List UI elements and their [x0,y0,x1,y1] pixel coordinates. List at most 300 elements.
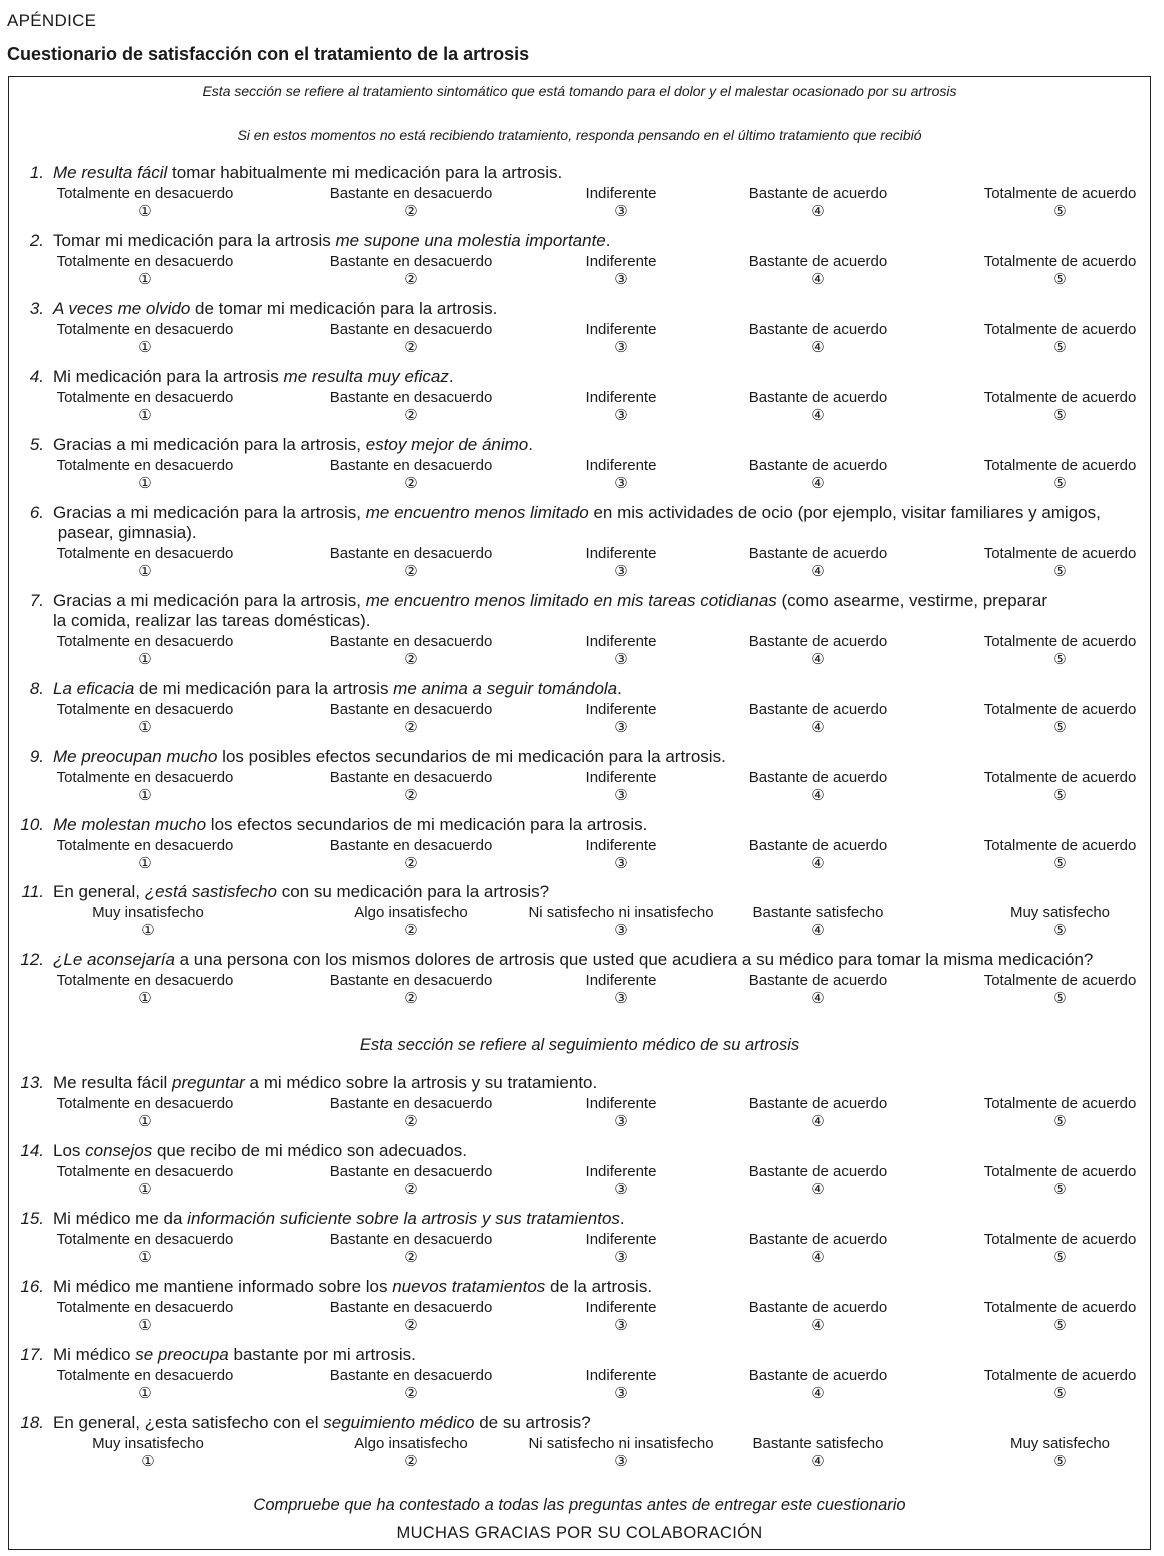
answer-option-label: Indiferente [585,972,657,989]
answer-option-label: Bastante de acuerdo [748,389,888,406]
answer-option-5[interactable] [940,904,1164,939]
questionnaire-title: Cuestionario de satisfacción con el tratamiento de la artrosis [7,44,530,64]
question-text-line [53,815,1145,835]
answer-option-1[interactable] [25,701,265,736]
answer-option-2[interactable] [291,1231,531,1266]
circled-number-radio[interactable]: ⑤ [1053,474,1067,492]
question-text-line [53,1345,1145,1365]
circled-number-radio[interactable]: ⑤ [1053,650,1067,668]
circled-number-radio[interactable]: ⑤ [1053,1112,1067,1130]
answer-option-4[interactable] [698,972,938,1007]
circled-number-radio[interactable]: ① [138,1112,152,1130]
circled-number-radio[interactable]: ④ [811,270,825,288]
answer-option-label: Totalmente de acuerdo [983,389,1137,406]
question-segment: Gracias a mi medicación para la artrosis, [53,503,366,522]
circled-number-radio[interactable]: ① [141,921,155,939]
question-emphasis: información suficiente sobre la artrosis y sus tratamientos [187,1209,620,1228]
answer-option-label: Bastante de acuerdo [748,321,888,338]
question-text [53,747,1145,767]
answer-option-label: Bastante de acuerdo [748,1163,888,1180]
answer-option-label: Bastante en desacuerdo [329,1095,493,1112]
answer-option-label: Muy satisfecho [1009,1435,1111,1452]
circled-number-radio[interactable]: ③ [614,202,628,220]
circled-number-radio[interactable]: ① [138,650,152,668]
answer-option-label: Totalmente en desacuerdo [56,769,234,786]
answer-option-label: Indiferente [585,701,657,718]
circled-number-radio[interactable]: ② [404,474,418,492]
circled-number-radio[interactable]: ⑤ [1053,1316,1067,1334]
answer-option-label: Indiferente [585,837,657,854]
answer-option-5[interactable] [940,1231,1164,1266]
circled-number-radio[interactable]: ② [404,718,418,736]
answer-option-2[interactable] [291,769,531,804]
question-segment: Mi medicación para la artrosis [53,367,284,386]
check-note: Compruebe que ha contestado a todas las preguntas antes de entregar este cuestionario [253,1496,906,1514]
circled-number-radio[interactable]: ② [404,1452,418,1470]
answer-option-4[interactable] [698,904,938,939]
answer-option-label: Totalmente de acuerdo [983,1095,1137,1112]
answer-option-1[interactable] [25,633,265,668]
answer-option-label: Bastante en desacuerdo [329,633,493,650]
answer-option-label: Bastante de acuerdo [748,1299,888,1316]
answer-option-4[interactable] [698,1163,938,1198]
answer-option-label: Bastante en desacuerdo [329,972,493,989]
circled-number-radio[interactable]: ⑤ [1053,921,1067,939]
circled-number-radio[interactable]: ② [404,650,418,668]
circled-number-radio[interactable]: ④ [811,989,825,1007]
question-emphasis: se preocupa [135,1345,229,1364]
answer-option-label: Indiferente [585,1095,657,1112]
circled-number-radio[interactable]: ③ [614,1316,628,1334]
circled-number-radio[interactable]: ⑤ [1053,786,1067,804]
circled-number-radio[interactable]: ④ [811,786,825,804]
question-emphasis: La eficacia [53,679,135,698]
answer-option-label: Bastante de acuerdo [748,769,888,786]
answer-option-2[interactable] [291,545,531,580]
intro-line-1: Esta sección se refiere al tratamiento sintomático que está tomando para el dolor y el malestar ocasionado por su artrosis [202,83,957,99]
answer-option-label: Muy insatisfecho [92,1435,204,1452]
answer-option-5[interactable] [940,1367,1164,1402]
answer-option-label: Indiferente [585,1299,657,1316]
question-text [53,231,1145,251]
question-segment: a una persona con los mismos dolores de artrosis que usted que acudiera a su médico para tomar la misma medicación? [174,950,1094,969]
answer-option-2[interactable] [291,1435,531,1470]
question-text-line [53,523,1145,543]
circled-number-radio[interactable]: ⑤ [1053,270,1067,288]
answer-option-4[interactable] [698,633,938,668]
circled-number-radio[interactable]: ⑤ [1053,338,1067,356]
answer-option-label: Bastante en desacuerdo [329,253,493,270]
answer-option-label: Bastante de acuerdo [748,457,888,474]
question-number: 9. [29,747,44,766]
question-emphasis: consejos [85,1141,153,1160]
answer-option-1[interactable] [25,972,265,1007]
question-segment: de su artrosis? [474,1413,591,1432]
question-text-line [53,611,1145,631]
question-text [53,679,1145,699]
question-segment: Mi médico me mantiene informado sobre los [53,1277,393,1296]
answer-option-label: Bastante en desacuerdo [329,1299,493,1316]
question-text-line [53,1413,1145,1433]
answer-option-1[interactable] [25,321,265,356]
circled-number-radio[interactable]: ③ [614,1384,628,1402]
question-emphasis: me resulta muy eficaz [283,367,449,386]
answer-option-label: Totalmente en desacuerdo [56,389,234,406]
answer-option-5[interactable] [940,633,1164,668]
circled-number-radio[interactable]: ④ [811,1316,825,1334]
answer-option-2[interactable] [291,701,531,736]
answer-option-5[interactable] [940,253,1164,288]
answer-option-label: Totalmente en desacuerdo [56,457,234,474]
answer-option-1[interactable] [25,545,265,580]
question-number: 12. [20,950,44,969]
circled-number-radio[interactable]: ② [404,1248,418,1266]
question-segment: Los [53,1141,86,1160]
answer-option-2[interactable] [291,457,531,492]
answer-option-1[interactable] [25,1299,265,1334]
circled-number-radio[interactable]: ③ [614,650,628,668]
circled-number-radio[interactable]: ④ [811,406,825,424]
circled-number-radio[interactable]: ⑤ [1053,1384,1067,1402]
circled-number-radio[interactable]: ④ [811,1180,825,1198]
circled-number-radio[interactable]: ③ [614,1452,628,1470]
answer-option-2[interactable] [291,904,531,939]
question-segment: . [448,367,454,386]
answer-option-2[interactable] [291,1163,531,1198]
answer-option-4[interactable] [698,837,938,872]
answer-option-4[interactable] [698,457,938,492]
answer-option-label: Totalmente en desacuerdo [56,972,234,989]
answer-option-2[interactable] [291,972,531,1007]
answer-option-2[interactable] [291,185,531,220]
circled-number-radio[interactable]: ① [138,202,152,220]
question-number: 18. [20,1413,44,1432]
answer-option-label: Muy satisfecho [1009,904,1111,921]
answer-option-5[interactable] [940,1435,1164,1470]
answer-option-4[interactable] [698,545,938,580]
question-text-line [53,1073,1145,1093]
circled-number-radio[interactable]: ① [141,1452,155,1470]
circled-number-radio[interactable]: ③ [614,718,628,736]
circled-number-radio[interactable]: ① [138,1248,152,1266]
answer-option-1[interactable] [25,769,265,804]
question-number: 8. [29,679,44,698]
circled-number-radio[interactable]: ② [404,1112,418,1130]
answer-option-label: Totalmente en desacuerdo [56,1299,234,1316]
question-emphasis: Me preocupan mucho [53,747,218,766]
answer-option-2[interactable] [291,837,531,872]
answer-option-2[interactable] [291,1299,531,1334]
answer-option-label: Indiferente [585,321,657,338]
circled-number-radio[interactable]: ④ [811,562,825,580]
circled-number-radio[interactable]: ④ [811,474,825,492]
circled-number-radio[interactable]: ① [138,786,152,804]
answer-option-5[interactable] [940,185,1164,220]
circled-number-radio[interactable]: ② [404,406,418,424]
answer-option-1[interactable] [28,1435,268,1470]
answer-option-2[interactable] [291,1367,531,1402]
answer-option-1[interactable] [28,904,268,939]
answer-option-label: Totalmente de acuerdo [983,253,1137,270]
circled-number-radio[interactable]: ① [138,989,152,1007]
question-number: 11. [21,882,44,901]
circled-number-radio[interactable]: ② [404,989,418,1007]
answer-option-label: Indiferente [585,253,657,270]
answer-option-2[interactable] [291,389,531,424]
answer-option-label: Bastante satisfecho [752,904,884,921]
question-text-line [53,231,1145,251]
question-text [53,815,1145,835]
circled-number-radio[interactable]: ① [138,406,152,424]
question-segment: Gracias a mi medicación para la artrosis, [53,591,366,610]
circled-number-radio[interactable]: ④ [811,1112,825,1130]
question-emphasis: seguimiento médico [323,1413,475,1432]
question-text [53,299,1145,319]
circled-number-radio[interactable]: ④ [811,921,825,939]
answer-option-5[interactable] [940,1095,1164,1130]
circled-number-radio[interactable]: ③ [614,270,628,288]
circled-number-radio[interactable]: ① [138,270,152,288]
circled-number-radio[interactable]: ③ [614,921,628,939]
section-2-heading: Esta sección se refiere al seguimiento médico de su artrosis [359,1036,800,1054]
answer-option-label: Totalmente de acuerdo [983,769,1137,786]
circled-number-radio[interactable]: ④ [811,854,825,872]
circled-number-radio[interactable]: ① [138,562,152,580]
question-segment: En general, ¿esta satisfecho con el [53,1413,324,1432]
circled-number-radio[interactable]: ④ [811,1384,825,1402]
circled-number-radio[interactable]: ③ [614,562,628,580]
circled-number-radio[interactable]: ③ [614,338,628,356]
circled-number-radio[interactable]: ⑤ [1053,1248,1067,1266]
answer-option-label: Totalmente en desacuerdo [56,253,234,270]
answer-option-4[interactable] [698,1231,938,1266]
question-text [53,882,1145,902]
question-segment: . [619,1209,625,1228]
answer-option-5[interactable] [940,972,1164,1007]
circled-number-radio[interactable]: ③ [614,406,628,424]
question-number: 16. [20,1277,44,1296]
question-text-line [53,679,1145,699]
answer-option-5[interactable] [940,1299,1164,1334]
answer-option-4[interactable] [698,185,938,220]
answer-option-label: Totalmente de acuerdo [983,545,1137,562]
answer-option-4[interactable] [698,321,938,356]
answer-option-label: Bastante de acuerdo [748,701,888,718]
answer-option-4[interactable] [698,389,938,424]
answer-option-4[interactable] [698,701,938,736]
question-text [53,1413,1145,1433]
intro-line-2: Si en estos momentos no está recibiendo tratamiento, responda pensando en el último tratamiento que recibió [237,127,922,143]
circled-number-radio[interactable]: ② [404,338,418,356]
question-emphasis: preguntar [172,1073,245,1092]
answer-option-label: Bastante de acuerdo [748,185,888,202]
answer-option-label: Indiferente [585,1163,657,1180]
answer-option-label: Totalmente en desacuerdo [56,1367,234,1384]
answer-option-1[interactable] [25,185,265,220]
answer-option-label: Indiferente [585,185,657,202]
answer-option-label: Bastante en desacuerdo [329,545,493,562]
question-number: 7. [29,591,44,610]
answer-option-5[interactable] [940,701,1164,736]
circled-number-radio[interactable]: ③ [614,474,628,492]
answer-option-1[interactable] [25,457,265,492]
answer-option-label: Totalmente en desacuerdo [56,1163,234,1180]
circled-number-radio[interactable]: ③ [614,786,628,804]
circled-number-radio[interactable]: ② [404,202,418,220]
question-text-line [53,1141,1145,1161]
answer-option-4[interactable] [698,1435,938,1470]
answer-option-label: Bastante en desacuerdo [329,701,493,718]
answer-option-label: Totalmente de acuerdo [983,1231,1137,1248]
question-segment: . [528,435,533,454]
answer-option-label: Totalmente de acuerdo [983,701,1137,718]
answer-option-label: Totalmente de acuerdo [983,1367,1137,1384]
circled-number-radio[interactable]: ⑤ [1053,989,1067,1007]
circled-number-radio[interactable]: ④ [811,718,825,736]
circled-number-radio[interactable]: ③ [614,1112,628,1130]
circled-number-radio[interactable]: ⑤ [1053,854,1067,872]
answer-option-label: Bastante de acuerdo [748,837,888,854]
answer-option-label: Totalmente en desacuerdo [56,545,234,562]
circled-number-radio[interactable]: ③ [614,854,628,872]
answer-option-label: Bastante de acuerdo [748,633,888,650]
answer-option-2[interactable] [291,321,531,356]
answer-option-5[interactable] [940,545,1164,580]
circled-number-radio[interactable]: ① [138,474,152,492]
circled-number-radio[interactable]: ⑤ [1053,406,1067,424]
answer-option-label: Indiferente [585,457,657,474]
question-text-line [53,950,1145,970]
answer-option-4[interactable] [698,769,938,804]
question-segment: con su medicación para la artrosis? [276,882,550,901]
circled-number-radio[interactable]: ① [138,854,152,872]
circled-number-radio[interactable]: ⑤ [1053,1452,1067,1470]
circled-number-radio[interactable]: ① [138,1384,152,1402]
question-segment: Mi médico [53,1345,136,1364]
question-number: 4. [29,367,44,386]
question-segment: Mi médico me da [53,1209,188,1228]
circled-number-radio[interactable]: ③ [614,1180,628,1198]
answer-option-label: Bastante de acuerdo [748,545,888,562]
question-number: 5. [29,435,44,454]
circled-number-radio[interactable]: ① [138,338,152,356]
answer-option-4[interactable] [698,253,938,288]
question-text-line [53,435,1145,455]
answer-option-2[interactable] [291,1095,531,1130]
answer-option-4[interactable] [698,1095,938,1130]
question-text-line [53,299,1145,319]
question-emphasis: me supone una molestia importante [335,231,606,250]
answer-option-label: Totalmente en desacuerdo [56,837,234,854]
circled-number-radio[interactable]: ④ [811,338,825,356]
circled-number-radio[interactable]: ② [404,562,418,580]
answer-option-label: Ni satisfecho ni insatisfecho [528,1435,714,1452]
answer-option-label: Bastante de acuerdo [748,1095,888,1112]
answer-option-1[interactable] [25,389,265,424]
question-segment: . [605,231,611,250]
question-emphasis: ¿está sastisfecho [144,882,277,901]
answer-option-1[interactable] [25,1367,265,1402]
circled-number-radio[interactable]: ④ [811,202,825,220]
question-segment: de mi medicación para la artrosis [134,679,394,698]
answer-option-5[interactable] [940,1163,1164,1198]
answer-option-5[interactable] [940,321,1164,356]
answer-option-label: Totalmente de acuerdo [983,321,1137,338]
question-text [53,163,1145,183]
question-text [53,591,1145,631]
answer-option-label: Totalmente de acuerdo [983,457,1137,474]
question-segment: tomar habitualmente mi medicación para la artrosis. [167,163,563,182]
answer-option-1[interactable] [25,1095,265,1130]
circled-number-radio[interactable]: ② [404,1316,418,1334]
circled-number-radio[interactable]: ① [138,718,152,736]
question-text-line [53,503,1145,523]
question-text-line [53,367,1145,387]
answer-option-label: Bastante en desacuerdo [329,1231,493,1248]
answer-option-label: Totalmente de acuerdo [983,1299,1137,1316]
answer-option-5[interactable] [940,457,1164,492]
answer-option-1[interactable] [25,837,265,872]
answer-option-2[interactable] [291,253,531,288]
answer-option-label: Totalmente de acuerdo [983,837,1137,854]
answer-option-label: Bastante en desacuerdo [329,185,493,202]
answer-option-4[interactable] [698,1367,938,1402]
circled-number-radio[interactable]: ② [404,786,418,804]
question-text-line [53,163,1145,183]
answer-option-label: Totalmente en desacuerdo [56,321,234,338]
circled-number-radio[interactable]: ⑤ [1053,1180,1067,1198]
question-text [53,1209,1145,1229]
circled-number-radio[interactable]: ④ [811,1452,825,1470]
answer-option-5[interactable] [940,837,1164,872]
answer-option-1[interactable] [25,1231,265,1266]
answer-option-1[interactable] [25,253,265,288]
circled-number-radio[interactable]: ⑤ [1053,562,1067,580]
answer-option-4[interactable] [698,1299,938,1334]
answer-option-1[interactable] [25,1163,265,1198]
circled-number-radio[interactable]: ④ [811,1248,825,1266]
circled-number-radio[interactable]: ② [404,854,418,872]
question-text [53,1345,1145,1365]
question-segment: Gracias a mi medicación para la artrosis, [53,435,366,454]
question-segment: En general, [53,882,145,901]
question-segment: en mis actividades de ocio (por ejemplo, visitar familiares y amigos, [588,503,1101,522]
circled-number-radio[interactable]: ② [404,1180,418,1198]
circled-number-radio[interactable]: ③ [614,989,628,1007]
question-text [53,1073,1145,1093]
circled-number-radio[interactable]: ② [404,1384,418,1402]
circled-number-radio[interactable]: ① [138,1180,152,1198]
answer-option-label: Indiferente [585,389,657,406]
question-segment: a mi médico sobre la artrosis y su tratamiento. [244,1073,598,1092]
answer-option-5[interactable] [940,389,1164,424]
circled-number-radio[interactable]: ② [404,921,418,939]
circled-number-radio[interactable]: ③ [614,1248,628,1266]
answer-option-label: Totalmente en desacuerdo [56,185,234,202]
question-text [53,1277,1145,1297]
question-emphasis: A veces me olvido [53,299,191,318]
question-number: 3. [29,299,44,318]
circled-number-radio[interactable]: ① [138,1316,152,1334]
answer-option-2[interactable] [291,633,531,668]
answer-option-label: Bastante de acuerdo [748,1367,888,1384]
question-text [53,435,1145,455]
answer-option-5[interactable] [940,769,1164,804]
circled-number-radio[interactable]: ⑤ [1053,202,1067,220]
circled-number-radio[interactable]: ④ [811,650,825,668]
circled-number-radio[interactable]: ② [404,270,418,288]
circled-number-radio[interactable]: ⑤ [1053,718,1067,736]
